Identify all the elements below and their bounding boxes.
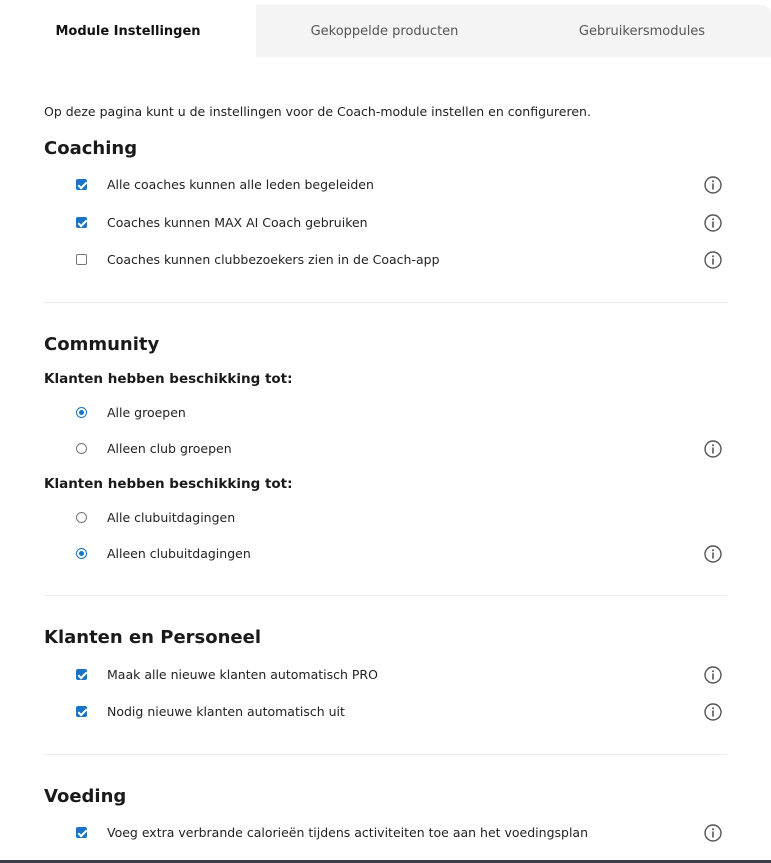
setting-label: Alle clubuitdagingen [107,510,236,525]
section-title-coaching: Coaching [44,138,138,159]
checkbox-extra-calories[interactable] [76,827,87,838]
radio-alle-clubuitdagingen[interactable] [76,512,87,523]
setting-row [44,212,727,234]
info-icon[interactable] [704,545,722,563]
setting-row [44,664,727,686]
setting-label: Alleen club groepen [107,441,232,456]
checkbox-all-coaches-all-members[interactable] [76,179,87,190]
tab-gekoppelde-producten[interactable]: Gekoppelde producten [256,5,513,57]
setting-row [44,438,727,460]
setting-row [44,249,727,271]
section-title-community: Community [44,334,160,355]
checkbox-auto-invite[interactable] [76,706,87,717]
setting-row [44,174,727,196]
setting-label: Nodig nieuwe klanten automatisch uit [107,704,345,719]
section-divider [44,302,727,303]
info-icon[interactable] [704,440,722,458]
radio-alleen-clubuitdagingen[interactable] [76,548,87,559]
info-icon[interactable] [704,176,722,194]
info-icon[interactable] [704,824,722,842]
radio-alleen-club-groepen[interactable] [76,443,87,454]
setting-label: Maak alle nieuwe klanten automatisch PRO [107,667,378,682]
tab-bar [0,5,771,57]
section-divider [44,754,727,755]
tab-gebruikersmodules[interactable]: Gebruikersmodules [513,5,771,57]
setting-row [44,822,727,844]
intro-text: Op deze pagina kunt u de instellingen voor de Coach-module instellen en configureren. [44,104,591,119]
radio-alle-groepen[interactable] [76,407,87,418]
section-divider [44,595,727,596]
tab-module-instellingen[interactable]: Module Instellingen [0,5,256,57]
setting-row [44,507,727,529]
setting-row [44,402,727,424]
setting-label: Alle coaches kunnen alle leden begeleiden [107,177,374,192]
info-icon[interactable] [704,214,722,232]
section-title-klanten-en-personeel: Klanten en Personeel [44,627,262,648]
setting-label: Alle groepen [107,405,186,420]
info-icon[interactable] [704,251,722,269]
checkbox-auto-pro[interactable] [76,669,87,680]
section-title-voeding: Voeding [44,786,127,807]
challenges-heading: Klanten hebben beschikking tot: [44,476,293,492]
groups-heading: Klanten hebben beschikking tot: [44,371,293,387]
setting-label: Coaches kunnen MAX AI Coach gebruiken [107,215,368,230]
info-icon[interactable] [704,666,722,684]
checkbox-max-ai-coach[interactable] [76,217,87,228]
info-icon[interactable] [704,703,722,721]
setting-row [44,543,727,565]
setting-label: Voeg extra verbrande calorieën tijdens activiteiten toe aan het voedingsplan [107,825,589,840]
setting-row [44,701,727,723]
checkbox-club-visitors[interactable] [76,254,87,265]
setting-label: Coaches kunnen clubbezoekers zien in de Coach-app [107,252,440,267]
setting-label: Alleen clubuitdagingen [107,546,251,561]
